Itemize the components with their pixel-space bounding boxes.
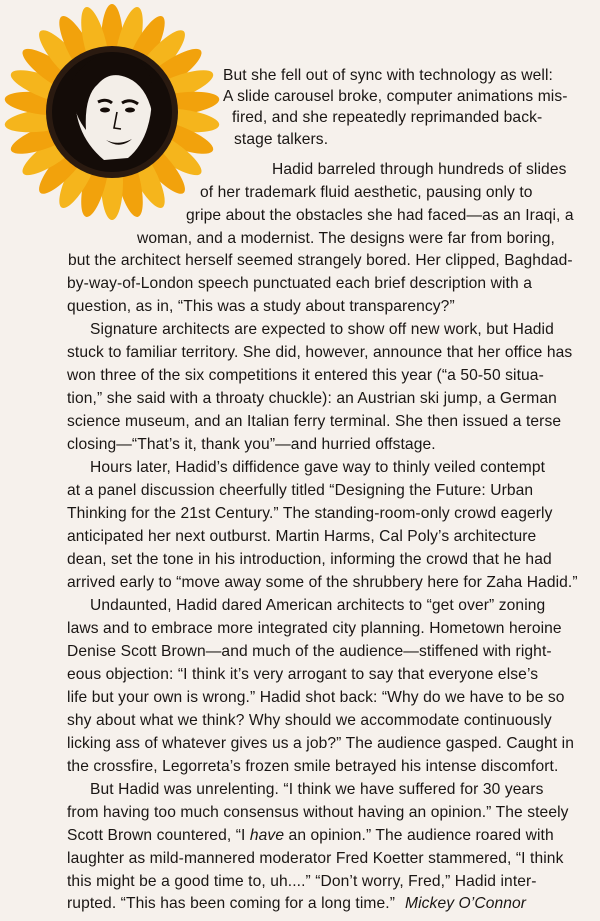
text-line: Thinking for the 21st Century.” The standing-room-only crowd eagerly xyxy=(67,505,553,522)
text-line: from having too much consensus without having an opinion.” The steely xyxy=(67,804,569,821)
text-line: shy about what we think? Why should we accommodate continuously xyxy=(67,712,552,729)
text-line: tion,” she said with a throaty chuckle): an Austrian ski jump, a German xyxy=(67,390,557,407)
text-line: arrived early to “move away some of the shrubbery here for Zaha Hadid.” xyxy=(67,574,578,591)
text-line: fired, and she repeatedly reprimanded back- xyxy=(232,109,543,126)
text-line: dean, set the tone in his introduction, informing the crowd that he had xyxy=(67,551,552,568)
text-run: an opinion.” The audience roared with xyxy=(284,827,554,844)
text-line: Signature architects are expected to show off new work, but Hadid xyxy=(90,321,554,338)
text-line: of her trademark fluid aesthetic, pausing only to xyxy=(200,184,533,201)
text-line: life but your own is wrong.” Hadid shot back: “Why do we have to be so xyxy=(67,689,565,706)
text-line: eous objection: “I think it’s very arrogant to say that everyone else’s xyxy=(67,666,539,683)
text-line: stage talkers. xyxy=(234,131,329,148)
text-line: stuck to familiar territory. She did, however, announce that her office has xyxy=(67,344,573,361)
text-line: Undaunted, Hadid dared American architects to “get over” zoning xyxy=(90,597,546,614)
text-line: question, as in, “This was a study about transparency?” xyxy=(67,298,455,315)
text-run: rupted. “This has been coming for a long time.” xyxy=(67,895,395,912)
text-line: Denise Scott Brown—and much of the audience—stiffened with right- xyxy=(67,643,552,660)
text-line: at a panel discussion cheerfully titled “Designing the Future: Urban xyxy=(67,482,534,499)
text-line: gripe about the obstacles she had faced—as an Iraqi, a xyxy=(186,207,574,224)
text-line: Hadid barreled through hundreds of slides xyxy=(272,161,567,178)
text-line: laws and to embrace more integrated city planning. Hometown heroine xyxy=(67,620,562,637)
text-line: woman, and a modernist. The designs were far from boring, xyxy=(137,230,555,247)
text-line: this might be a good time to, uh....” “Don’t worry, Fred,” Hadid inter- xyxy=(67,873,537,890)
text-line: laughter as mild-mannered moderator Fred Koetter stammered, “I think xyxy=(67,850,564,867)
sunflower-portrait-icon xyxy=(0,0,225,230)
text-line xyxy=(67,894,526,914)
text-line: by-way-of-London speech punctuated each brief description with a xyxy=(67,275,532,292)
text-line: the crossfire, Legorreta’s frozen smile betrayed his intense discomfort. xyxy=(67,758,559,775)
text-line: but the architect herself seemed strangely bored. Her clipped, Baghdad- xyxy=(68,252,573,269)
text-line: science museum, and an Italian ferry terminal. She then issued a terse xyxy=(67,413,562,430)
text-line: But she fell out of sync with technology as well: xyxy=(223,67,553,84)
author-signature: Mickey O’Connor xyxy=(405,895,527,912)
text-line xyxy=(67,826,554,846)
text-line: Hours later, Hadid’s diffidence gave way to thinly veiled contempt xyxy=(90,459,546,476)
text-line: But Hadid was unrelenting. “I think we have suffered for 30 years xyxy=(90,781,544,798)
text-line: anticipated her next outburst. Martin Harms, Cal Poly’s architecture xyxy=(67,528,537,545)
text-line: closing—“That’s it, thank you”—and hurried offstage. xyxy=(67,436,436,453)
text-emphasis: have xyxy=(249,827,285,844)
text-line: won three of the six competitions it entered this year (“a 50-50 situa- xyxy=(67,367,544,384)
text-line: licking ass of whatever gives us a job?” The audience gasped. Caught in xyxy=(67,735,574,752)
text-line: A slide carousel broke, computer animations mis- xyxy=(223,88,568,105)
text-run: Scott Brown countered, “I xyxy=(67,827,250,844)
